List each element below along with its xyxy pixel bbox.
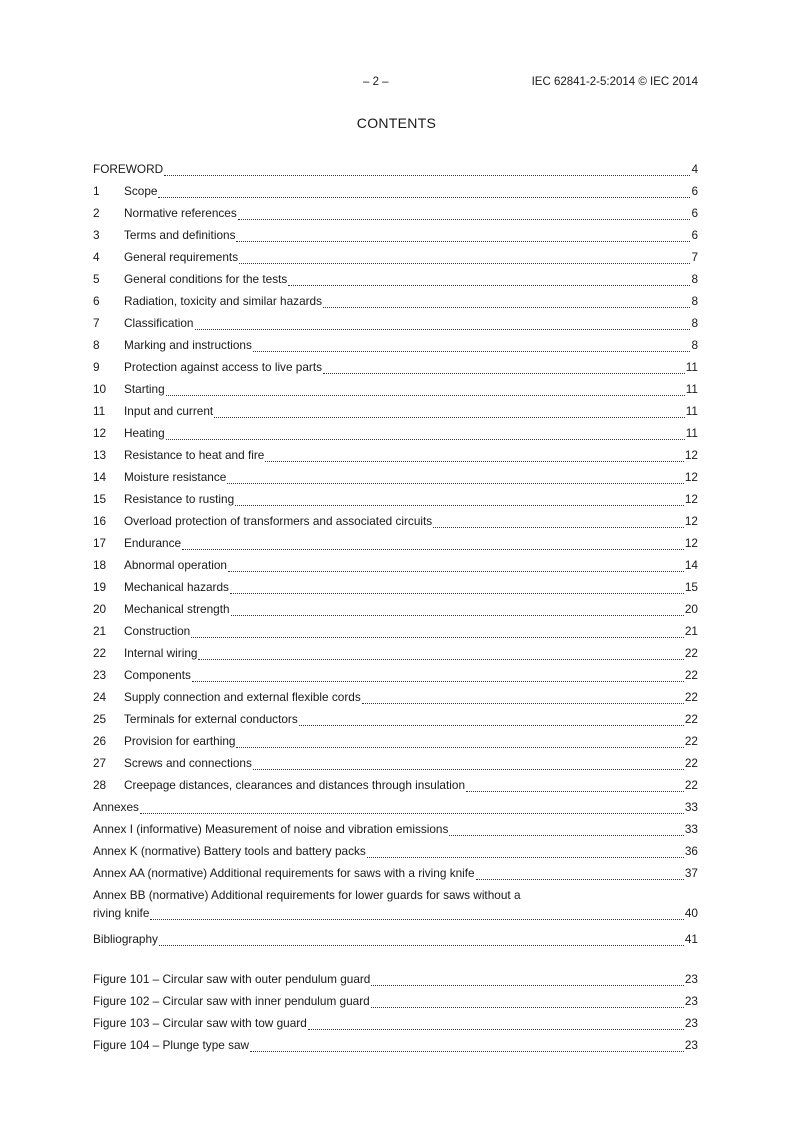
toc-entry-page: 22 — [684, 778, 698, 792]
dot-leader — [367, 846, 684, 858]
toc-entry[interactable] — [93, 558, 698, 580]
toc-entry-number: 17 — [93, 536, 107, 550]
toc-entry-line — [93, 994, 698, 1008]
toc-entry[interactable] — [93, 844, 698, 866]
dot-leader — [191, 626, 684, 638]
toc-entry-number: 5 — [93, 272, 100, 286]
toc-entry-number: 19 — [93, 580, 107, 594]
toc-entry-page: 15 — [684, 580, 698, 594]
toc-entry-number: 7 — [93, 316, 100, 330]
toc-entry-title: Resistance to rusting — [124, 492, 235, 506]
toc-entry[interactable] — [93, 580, 698, 602]
toc-entry-line — [93, 822, 698, 836]
toc-entry[interactable] — [93, 470, 698, 492]
toc-entry-number: 9 — [93, 360, 100, 374]
toc-entry-line — [93, 1016, 698, 1030]
toc-entry-number: 11 — [93, 404, 106, 418]
toc-entry-page: 4 — [691, 162, 698, 176]
toc-entry-title: Annex AA (normative) Additional requirements for saws with a riving knife — [93, 866, 475, 880]
toc-entry-title: Components — [124, 668, 191, 682]
toc-entry-page: 12 — [684, 514, 698, 528]
toc-entry-line — [93, 1038, 698, 1052]
toc-entry-page: 22 — [684, 646, 698, 660]
toc-entry[interactable] — [93, 888, 698, 932]
toc-entry-number: 21 — [93, 624, 107, 638]
toc-entry[interactable] — [93, 822, 698, 844]
dot-leader — [235, 494, 684, 506]
toc-entry-number: 15 — [93, 492, 107, 506]
toc-entry-title: Heating — [124, 426, 165, 440]
toc-entry-page: 22 — [684, 734, 698, 748]
toc-entry-page: 8 — [691, 316, 698, 330]
toc-entry[interactable] — [93, 360, 698, 382]
toc-entry-line — [93, 646, 698, 660]
toc-entry-page: 11 — [685, 382, 698, 396]
toc-entry[interactable] — [93, 514, 698, 536]
dot-leader — [299, 714, 684, 726]
toc-entry-line — [93, 756, 698, 770]
toc-entry-line — [93, 972, 698, 986]
toc-entry[interactable] — [93, 404, 698, 426]
toc-entry-number: 27 — [93, 756, 107, 770]
toc-entry-page: 11 — [685, 404, 698, 418]
dot-leader — [449, 824, 683, 836]
toc-entry-page: 22 — [684, 712, 698, 726]
toc-entry-number: 2 — [93, 206, 100, 220]
toc-entry-number: 8 — [93, 338, 100, 352]
dot-leader — [140, 802, 684, 814]
dot-leader — [433, 516, 684, 528]
toc-entry-line — [93, 778, 698, 792]
toc-entry-line — [93, 734, 698, 748]
toc-entry-title: Annexes — [93, 800, 139, 814]
toc-entry-title: Endurance — [124, 536, 182, 550]
dot-leader — [308, 1018, 684, 1030]
toc-entry-page: 12 — [684, 470, 698, 484]
toc-entry-line — [93, 624, 698, 638]
toc-entry-line — [93, 558, 698, 572]
dot-leader — [323, 296, 690, 308]
dot-leader — [371, 974, 684, 986]
toc-entry-title-line1: Annex BB (normative) Additional requirements for lower guards for saws without a — [93, 888, 521, 902]
toc-entry-page: 20 — [684, 602, 698, 616]
toc-entry-page: 22 — [684, 690, 698, 704]
toc-entry-number: 26 — [93, 734, 107, 748]
toc-entry-title: Normative references — [124, 206, 237, 220]
toc-entry-number: 28 — [93, 778, 107, 792]
toc-entry-line — [93, 536, 698, 550]
toc-entry-number: 24 — [93, 690, 107, 704]
dot-leader — [236, 736, 683, 748]
toc-entry-line — [93, 844, 698, 858]
toc-entry-page: 36 — [684, 844, 698, 858]
toc-entry-number: 25 — [93, 712, 107, 726]
toc-entry-title: Marking and instructions — [124, 338, 252, 352]
toc-entry-line — [93, 206, 698, 220]
toc-entry[interactable] — [93, 448, 698, 470]
figure-title: Figure 104 – Plunge type saw — [93, 1038, 250, 1052]
figure-list-entry[interactable] — [93, 972, 698, 994]
toc-entry[interactable] — [93, 602, 698, 624]
figure-title: Figure 102 – Circular saw with inner pendulum guard — [93, 994, 370, 1008]
toc-entry-title: Bibliography — [93, 932, 158, 946]
page-header — [93, 76, 698, 92]
toc-entry-line — [93, 272, 698, 286]
dot-leader — [158, 186, 690, 198]
dot-leader — [166, 428, 685, 440]
figure-page: 23 — [684, 994, 698, 1008]
toc-entry-title: Screws and connections — [124, 756, 252, 770]
dot-leader — [253, 340, 691, 352]
toc-entry-line — [93, 690, 698, 704]
dot-leader — [253, 758, 684, 770]
toc-entry[interactable] — [93, 668, 698, 690]
toc-entry-page: 11 — [685, 360, 698, 374]
toc-entry-line — [93, 602, 698, 616]
figure-page: 23 — [684, 972, 698, 986]
toc-entry[interactable] — [93, 932, 698, 954]
toc-entry-line — [93, 470, 698, 484]
toc-entry-page: 12 — [684, 492, 698, 506]
toc-entry[interactable] — [93, 646, 698, 668]
toc-entry-page: 40 — [684, 906, 698, 920]
toc-entry-line — [93, 184, 698, 198]
toc-entry-number: 3 — [93, 228, 100, 242]
dot-leader — [371, 996, 684, 1008]
toc-entry-page: 8 — [691, 338, 698, 352]
toc-entry-page: 22 — [684, 756, 698, 770]
toc-entry-title: General requirements — [124, 250, 239, 264]
toc-entry[interactable] — [93, 756, 698, 778]
toc-entry-title: riving knife — [93, 906, 150, 920]
toc-entry-title: Scope — [124, 184, 158, 198]
toc-entry-title: Resistance to heat and fire — [124, 448, 265, 462]
toc-entry-number: 20 — [93, 602, 107, 616]
toc-entry[interactable] — [93, 426, 698, 448]
toc-entry-page: 12 — [684, 536, 698, 550]
toc-entry[interactable] — [93, 492, 698, 514]
dot-leader — [231, 604, 684, 616]
toc-entry-line — [93, 404, 698, 418]
toc-entry[interactable] — [93, 624, 698, 646]
toc-entry[interactable] — [93, 690, 698, 712]
dot-leader — [195, 318, 691, 330]
toc-entry[interactable] — [93, 228, 698, 250]
toc-entry-line — [93, 316, 698, 330]
toc-entry[interactable] — [93, 272, 698, 294]
toc-entry-line — [93, 514, 698, 528]
toc-entry[interactable] — [93, 316, 698, 338]
toc-entry-title: Provision for earthing — [124, 734, 236, 748]
toc-figures-gap — [93, 954, 698, 972]
contents-title: CONTENTS — [356, 115, 437, 131]
toc-entry-line — [93, 448, 698, 462]
toc-entry-number: 14 — [93, 470, 107, 484]
toc-entry-title: Starting — [124, 382, 165, 396]
dot-leader — [362, 692, 684, 704]
toc-entry[interactable] — [93, 382, 698, 404]
toc-entry[interactable] — [93, 338, 698, 360]
toc-entry-title: Protection against access to live parts — [124, 360, 323, 374]
dot-leader — [159, 934, 684, 946]
figure-title: Figure 101 – Circular saw with outer pendulum guard — [93, 972, 371, 986]
toc-entry-number: 6 — [93, 294, 100, 308]
toc-entry-line — [93, 162, 698, 176]
toc-entry-page: 37 — [684, 866, 698, 880]
dot-leader — [288, 274, 690, 286]
dot-leader — [166, 384, 685, 396]
toc-entry-title: Input and current — [124, 404, 214, 418]
toc-entry-number: 4 — [93, 250, 100, 264]
toc-entry-number: 1 — [93, 184, 100, 198]
dot-leader — [265, 450, 684, 462]
toc-entry-number: 12 — [93, 426, 107, 440]
figure-title: Figure 103 – Circular saw with tow guard — [93, 1016, 307, 1030]
toc-entry-page: 21 — [684, 624, 698, 638]
toc-entry-title: Terms and definitions — [124, 228, 236, 242]
toc-entry-title: Construction — [124, 624, 191, 638]
toc-entry-line — [93, 668, 698, 682]
toc-entry-line — [93, 932, 698, 946]
figure-page: 23 — [684, 1038, 698, 1052]
toc-entry-page: 6 — [691, 206, 698, 220]
toc-entry-title: FOREWORD — [93, 162, 164, 176]
document-reference: IEC 62841-2-5:2014 © IEC 2014 — [531, 76, 698, 88]
dot-leader — [192, 670, 684, 682]
dot-leader — [198, 648, 683, 660]
toc-entry-page: 14 — [684, 558, 698, 572]
toc-entry-page: 6 — [691, 184, 698, 198]
toc-entry[interactable] — [93, 734, 698, 756]
toc-entry-line — [93, 866, 698, 880]
toc-entry[interactable] — [93, 250, 698, 272]
toc-entry-page: 8 — [691, 272, 698, 286]
toc-entry-number: 13 — [93, 448, 107, 462]
dot-leader — [227, 472, 684, 484]
toc-entry-page: 7 — [691, 250, 698, 264]
toc-entry-number: 10 — [93, 382, 107, 396]
toc-entry-line — [93, 580, 698, 594]
toc-entry-line — [93, 294, 698, 308]
toc-entry-title: Radiation, toxicity and similar hazards — [124, 294, 323, 308]
toc-entry-page: 41 — [684, 932, 698, 946]
toc-entry-number: 23 — [93, 668, 107, 682]
page-number: – 2 – — [363, 76, 389, 88]
toc-entry-title: Terminals for external conductors — [124, 712, 298, 726]
toc-entry-line — [93, 906, 698, 920]
toc-entry-line — [93, 360, 698, 374]
toc-entry-page: 33 — [684, 822, 698, 836]
toc-entry-title: Internal wiring — [124, 646, 198, 660]
toc-entry-line — [93, 492, 698, 506]
dot-leader — [238, 208, 691, 220]
toc-entry[interactable] — [93, 712, 698, 734]
toc-entry-line — [93, 250, 698, 264]
figure-page: 23 — [684, 1016, 698, 1030]
toc-entry-title: Abnormal operation — [124, 558, 227, 572]
dot-leader — [182, 538, 684, 550]
toc-entry-line — [93, 228, 698, 242]
toc-entry-line — [93, 382, 698, 396]
toc-entry-title: Creepage distances, clearances and distances through insulation — [124, 778, 466, 792]
toc-entry-title: Annex K (normative) Battery tools and battery packs — [93, 844, 366, 858]
dot-leader — [214, 406, 685, 418]
dot-leader — [150, 908, 683, 920]
toc-entry-line — [93, 426, 698, 440]
toc-entry[interactable] — [93, 184, 698, 206]
dot-leader — [228, 560, 684, 572]
toc-entry-title: General conditions for the tests — [124, 272, 288, 286]
toc-entry-title: Classification — [124, 316, 194, 330]
toc-entry[interactable] — [93, 800, 698, 822]
dot-leader — [476, 868, 684, 880]
toc-entry-page: 6 — [691, 228, 698, 242]
toc-entry[interactable] — [93, 162, 698, 184]
dot-leader — [250, 1040, 684, 1052]
dot-leader — [239, 252, 690, 264]
toc-entry-page: 11 — [685, 426, 698, 440]
dot-leader — [164, 164, 690, 176]
figure-list-entry[interactable] — [93, 1016, 698, 1038]
figure-list-entry[interactable] — [93, 1038, 698, 1060]
dot-leader — [230, 582, 684, 594]
toc-entry-title: Moisture resistance — [124, 470, 227, 484]
toc-entry-number: 18 — [93, 558, 107, 572]
toc-entry-number: 16 — [93, 514, 107, 528]
dot-leader — [236, 230, 690, 242]
toc-entry-line — [93, 712, 698, 726]
dot-leader — [323, 362, 685, 374]
toc-entry-title: Annex I (informative) Measurement of noise and vibration emissions — [93, 822, 449, 836]
table-of-contents — [93, 162, 698, 1060]
toc-entry-page: 8 — [691, 294, 698, 308]
toc-entry-title: Overload protection of transformers and associated circuits — [124, 514, 433, 528]
toc-entry-number: 22 — [93, 646, 107, 660]
toc-entry-line — [93, 338, 698, 352]
figure-list-entry[interactable] — [93, 994, 698, 1016]
toc-entry-line — [93, 800, 698, 814]
toc-entry-title: Mechanical strength — [124, 602, 230, 616]
toc-entry[interactable] — [93, 778, 698, 800]
dot-leader — [466, 780, 684, 792]
toc-entry[interactable] — [93, 206, 698, 228]
toc-entry[interactable] — [93, 866, 698, 888]
toc-entry-page: 12 — [684, 448, 698, 462]
toc-entry-page: 33 — [684, 800, 698, 814]
toc-entry[interactable] — [93, 536, 698, 558]
toc-entry-page: 22 — [684, 668, 698, 682]
toc-entry-title: Mechanical hazards — [124, 580, 229, 594]
toc-entry-title: Supply connection and external flexible cords — [124, 690, 361, 704]
toc-entry[interactable] — [93, 294, 698, 316]
